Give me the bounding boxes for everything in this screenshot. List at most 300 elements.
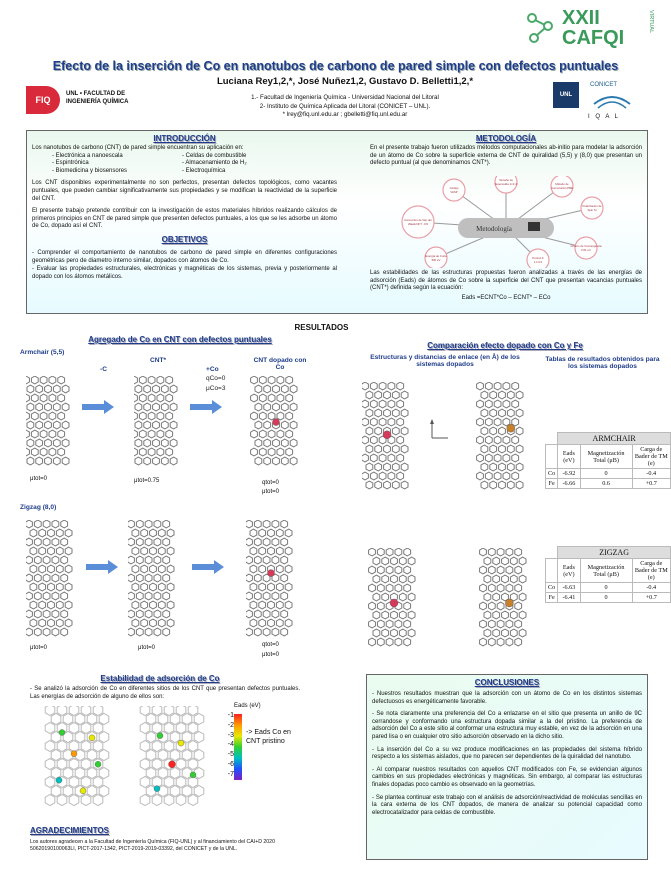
carbon-ring: [384, 481, 391, 489]
carbon-ring: [136, 574, 143, 582]
carbon-ring: [404, 638, 411, 646]
carbon-ring: [161, 421, 168, 429]
carbon-ring: [69, 741, 79, 752]
carbon-ring: [285, 583, 292, 591]
carbon-ring: [488, 638, 495, 646]
intro-section: [32, 134, 337, 282]
carbon-ring: [161, 439, 168, 447]
carbon-ring: [134, 394, 137, 402]
zigzag-mu-pristine: μtot=0: [30, 645, 47, 651]
carbon-ring: [384, 463, 391, 471]
carbon-ring: [484, 575, 491, 583]
zigzag-co-structure: [366, 548, 422, 648]
column-header: Magnetización Total (μB): [580, 445, 632, 469]
carbon-ring: [281, 628, 288, 636]
carbon-ring: [251, 394, 258, 402]
application-item: - Espintrónica: [52, 160, 89, 167]
carbon-ring: [488, 602, 495, 610]
carbon-ring: [150, 601, 157, 609]
carbon-ring: [161, 403, 168, 411]
carbon-ring: [188, 795, 198, 806]
carbon-ring: [512, 400, 519, 408]
carbon-ring: [488, 620, 495, 628]
carbon-ring: [250, 529, 257, 537]
carbon-ring: [48, 583, 55, 591]
carbon-ring: [30, 529, 37, 537]
carbon-ring: [515, 566, 522, 574]
carbon-ring: [49, 412, 56, 420]
carbon-ring: [276, 529, 283, 537]
axis-icon: [428, 418, 452, 440]
methods-section: [370, 134, 642, 168]
carbon-ring: [272, 556, 279, 564]
carbon-ring: [48, 601, 55, 609]
diagram-node-label: Supercelda 1×1×3: [494, 182, 518, 186]
carbon-ring: [158, 619, 165, 627]
armchair-pristine-tube: [26, 376, 70, 472]
carbon-ring: [499, 481, 506, 489]
carbon-ring: [163, 592, 170, 600]
carbon-ring: [31, 430, 38, 438]
carbon-ring: [132, 601, 139, 609]
carbon-ring: [395, 638, 402, 646]
carbon-ring: [128, 574, 134, 582]
armchair-fe-structure: [470, 382, 534, 492]
carbon-ring: [370, 418, 377, 426]
carbon-ring: [63, 714, 73, 725]
results-title: RESULTADOS: [294, 323, 349, 332]
methods-paragraph-1: En el presente trabajo fueron utilizados métodos computacionales ab-initio para modelar la adsorción de un átomo de Co sobre la superficie externa de CNT de quiralidad (5,5) y (8,0) que presentan un defecto puntual (al que denominamos CNT*).: [370, 145, 642, 167]
conicet-logo: CONICET: [590, 82, 617, 88]
carbon-ring: [499, 463, 506, 471]
carbon-ring: [259, 376, 266, 384]
carbon-ring: [26, 592, 32, 600]
carbon-ring: [53, 457, 60, 465]
carbon-ring: [516, 463, 523, 471]
carbon-ring: [382, 593, 389, 601]
carbon-ring: [145, 592, 152, 600]
carbon-ring: [140, 759, 150, 770]
atom: [59, 730, 65, 736]
carbon-ring: [139, 430, 146, 438]
diagram-node-label: Waals DFT - D3: [408, 222, 428, 226]
iqal-logo: I Q A L: [588, 114, 621, 120]
carbon-ring: [276, 565, 283, 573]
carbon-ring: [399, 629, 406, 637]
carbon-ring: [167, 601, 174, 609]
carbon-ring: [99, 732, 109, 743]
carbon-ring: [377, 602, 384, 610]
carbon-ring: [408, 557, 415, 565]
table-row: [546, 593, 671, 603]
carbon-ring: [188, 723, 198, 734]
carbon-ring: [251, 412, 258, 420]
carbon-ring: [48, 565, 55, 573]
objectives-title: OBJETIVOS: [161, 234, 208, 244]
carbon-ring: [167, 583, 174, 591]
carbon-ring: [490, 463, 497, 471]
carbon-ring: [369, 548, 376, 556]
carbon-ring: [516, 409, 523, 417]
carbon-ring: [158, 750, 168, 761]
carbon-ring: [366, 445, 373, 453]
cobalt-atom: [383, 431, 391, 439]
carbon-ring: [34, 520, 41, 528]
carbon-ring: [281, 403, 288, 411]
adsorption-text: - Se analizó la adsorción de Co en diferentes sitios de los CNT que presentan defectos puntuales. Las energías de adsorción de alguno de ellos son:: [30, 686, 300, 700]
carbon-ring: [494, 454, 501, 462]
carbon-ring: [362, 382, 368, 390]
carbon-ring: [146, 768, 156, 779]
armchair-mu-pristine: μtot=0: [30, 476, 47, 482]
carbon-ring: [148, 448, 155, 456]
table-name: ZIGZAG: [558, 547, 671, 559]
carbon-ring: [481, 445, 488, 453]
carbon-ring: [34, 610, 41, 618]
carbon-ring: [167, 619, 174, 627]
carbon-ring: [477, 418, 484, 426]
carbon-ring: [392, 409, 399, 417]
carbon-ring: [170, 786, 180, 797]
carbon-ring: [81, 759, 91, 770]
diagram-node-label: Código: [449, 186, 459, 190]
carbon-ring: [362, 454, 368, 462]
carbon-ring: [268, 583, 275, 591]
application-item: - Celdas de combustible: [182, 152, 247, 159]
carbon-ring: [399, 611, 406, 619]
carbon-ring: [382, 557, 389, 565]
carbon-ring: [401, 463, 408, 471]
armchair-mu-defect: μtot=0.75: [134, 478, 160, 484]
carbon-ring: [134, 430, 137, 438]
carbon-ring: [493, 593, 500, 601]
carbon-ring: [516, 445, 523, 453]
carbon-ring: [515, 548, 522, 556]
carbon-ring: [272, 610, 279, 618]
carbon-ring: [43, 538, 50, 546]
carbon-ring: [153, 403, 160, 411]
carbon-ring: [362, 436, 368, 444]
table-cell: Co: [546, 469, 558, 479]
carbon-ring: [515, 584, 522, 592]
carbon-ring: [58, 412, 65, 420]
cobalt-atom: [273, 419, 280, 426]
carbon-ring: [51, 750, 61, 761]
emails: * lrey@fiq.unl.edu.ar ; gbelletti@fiq.unl.edu.ar: [282, 111, 408, 118]
carbon-ring: [57, 759, 67, 770]
carbon-ring: [56, 583, 63, 591]
table-cell: +0.7: [632, 479, 670, 489]
tables-subtitle: Tablas de resultados obtenidos para los sistemas dopados: [545, 356, 660, 370]
carbon-ring: [397, 436, 404, 444]
carbon-ring: [281, 538, 288, 546]
carbon-ring: [480, 566, 487, 574]
atom: [71, 751, 77, 757]
carbon-ring: [132, 619, 139, 627]
carbon-ring: [93, 741, 103, 752]
carbon-ring: [31, 412, 38, 420]
carbon-ring: [399, 593, 406, 601]
carbon-ring: [30, 601, 37, 609]
carbon-ring: [268, 529, 275, 537]
carbon-ring: [27, 385, 34, 393]
carbon-ring: [488, 566, 495, 574]
carbon-ring: [34, 556, 41, 564]
carbon-ring: [45, 723, 55, 734]
carbon-ring: [281, 520, 288, 528]
carbon-ring: [286, 376, 293, 384]
carbon-ring: [499, 427, 506, 435]
carbon-ring: [499, 445, 506, 453]
carbon-ring: [263, 556, 270, 564]
carbon-ring: [30, 583, 37, 591]
carbon-ring: [401, 409, 408, 417]
objectives-list: [32, 250, 337, 281]
carbon-ring: [132, 529, 139, 537]
carbon-ring: [43, 628, 50, 636]
carbon-ring: [290, 457, 297, 465]
carbon-ring: [408, 629, 415, 637]
carbon-ring: [188, 777, 198, 788]
carbon-ring: [128, 610, 134, 618]
carbon-ring: [128, 556, 134, 564]
carbon-ring: [51, 714, 61, 725]
carbon-ring: [150, 547, 157, 555]
carbon-ring: [497, 620, 504, 628]
carbon-ring: [273, 439, 280, 447]
congress-sub: VIRTUAL: [648, 10, 654, 34]
carbon-ring: [39, 547, 46, 555]
carbon-ring: [259, 565, 266, 573]
carbon-ring: [264, 403, 271, 411]
carbon-ring: [53, 403, 60, 411]
carbon-ring: [49, 394, 56, 402]
carbon-ring: [255, 421, 262, 429]
carbon-ring: [263, 538, 270, 546]
carbon-ring: [480, 602, 487, 610]
carbon-ring: [40, 376, 47, 384]
carbon-ring: [485, 400, 492, 408]
carbon-ring: [370, 382, 377, 390]
carbon-ring: [388, 382, 395, 390]
carbon-ring: [144, 403, 151, 411]
carbon-ring: [285, 601, 292, 609]
table-header-row: [546, 559, 671, 583]
carbon-ring: [480, 548, 487, 556]
carbon-ring: [370, 472, 377, 480]
scale-tick: -3: [227, 731, 234, 739]
carbon-ring: [395, 548, 402, 556]
carbon-ring: [281, 610, 288, 618]
carbon-ring: [392, 463, 399, 471]
carbon-ring: [490, 427, 497, 435]
carbon-ring: [58, 394, 65, 402]
carbon-ring: [188, 706, 198, 716]
carbon-ring: [45, 385, 52, 393]
carbon-ring: [515, 620, 522, 628]
carbon-ring: [136, 520, 143, 528]
carbon-ring: [154, 574, 161, 582]
carbon-ring: [490, 391, 497, 399]
carbon-ring: [397, 382, 404, 390]
carbon-ring: [488, 584, 495, 592]
carbon-ring: [128, 592, 134, 600]
carbon-ring: [515, 602, 522, 610]
carbon-ring: [45, 741, 55, 752]
carbon-ring: [145, 574, 152, 582]
atom: [178, 740, 184, 746]
carbon-ring: [263, 628, 270, 636]
carbon-ring: [57, 706, 67, 716]
armchair-q-co: qCo=0: [206, 375, 226, 382]
carbon-ring: [141, 565, 148, 573]
carbon-ring: [158, 714, 168, 725]
carbon-ring: [58, 376, 65, 384]
zigzag-label: Zigzag (8,0): [20, 504, 57, 511]
unl-logo: UNL: [553, 82, 579, 108]
carbon-ring: [170, 403, 177, 411]
carbon-ring: [61, 538, 68, 546]
carbon-ring: [373, 611, 380, 619]
carbon-ring: [285, 619, 292, 627]
carbon-ring: [140, 723, 150, 734]
carbon-ring: [99, 714, 109, 725]
carbon-ring: [128, 628, 134, 636]
carbon-ring: [391, 629, 398, 637]
carbon-ring: [51, 768, 61, 779]
conclusions-title: CONCLUSIONES: [474, 678, 540, 687]
carbon-ring: [36, 457, 43, 465]
carbon-ring: [136, 610, 143, 618]
application-item: - Biomedicina y biosensores: [52, 167, 128, 174]
carbon-ring: [507, 445, 514, 453]
conclusion-item: - La inserción del Co a su vez produce modificaciones en las propiedades del sistema híbrido respecto a los sistemas aislados, que no parecen ser dependientes de la quiralidad del nanotubo.: [372, 746, 642, 761]
intro-paragraph-1: Los CNT disponibles experimentalmente no son perfectos, presentan defectos topológicos, como vacantes puntuales, que pueden cambiar significativamente sus propiedades y se modifican la reactividad de la superficie del CNT.: [32, 180, 337, 202]
carbon-ring: [401, 391, 408, 399]
carbon-ring: [146, 732, 156, 743]
carbon-ring: [61, 520, 68, 528]
carbon-ring: [144, 385, 151, 393]
carbon-ring: [145, 538, 152, 546]
carbon-ring: [43, 556, 50, 564]
carbon-ring: [148, 430, 155, 438]
carbon-ring: [31, 394, 38, 402]
carbon-ring: [166, 394, 173, 402]
carbon-ring: [268, 547, 275, 555]
carbon-ring: [276, 601, 283, 609]
carbon-ring: [43, 520, 50, 528]
carbon-ring: [61, 628, 68, 636]
carbon-ring: [136, 556, 143, 564]
carbon-ring: [397, 472, 404, 480]
carbon-ring: [39, 565, 46, 573]
carbon-ring: [45, 457, 52, 465]
carbon-ring: [56, 547, 63, 555]
carbon-ring: [134, 448, 137, 456]
carbon-ring: [26, 610, 32, 618]
carbon-ring: [366, 481, 373, 489]
zigzag-results-table: [545, 546, 671, 603]
carbon-ring: [194, 750, 204, 761]
carbon-ring: [286, 394, 293, 402]
carbon-ring: [388, 454, 395, 462]
carbon-ring: [386, 620, 393, 628]
carbon-ring: [362, 418, 368, 426]
carbon-ring: [31, 376, 38, 384]
carbon-ring: [148, 412, 155, 420]
carbon-ring: [52, 592, 59, 600]
carbon-ring: [188, 759, 198, 770]
carbon-ring: [45, 777, 55, 788]
carbon-ring: [81, 706, 91, 716]
carbon-ring: [182, 732, 192, 743]
carbon-ring: [26, 628, 32, 636]
carbon-ring: [57, 741, 67, 752]
carbon-ring: [512, 472, 519, 480]
diagram-node-label: Energía de Corte: [425, 254, 447, 258]
carbon-ring: [176, 723, 186, 734]
carbon-ring: [81, 777, 91, 788]
carbon-ring: [150, 619, 157, 627]
zigzag-defect-tube: [128, 520, 178, 638]
carbon-ring: [56, 619, 63, 627]
carbon-ring: [40, 412, 47, 420]
carbon-ring: [281, 439, 288, 447]
carbon-ring: [57, 795, 67, 806]
carbon-ring: [39, 619, 46, 627]
apps-right-list: [182, 153, 322, 176]
carbon-ring: [27, 457, 34, 465]
armchair-defect-tube: [134, 376, 178, 472]
diagram-node-label: Polarización de: [582, 204, 602, 208]
carbon-ring: [139, 394, 146, 402]
carbon-ring: [497, 566, 504, 574]
carbon-ring: [519, 593, 526, 601]
carbon-ring: [163, 628, 170, 636]
carbon-ring: [369, 620, 376, 628]
carbon-ring: [281, 385, 288, 393]
carbon-ring: [145, 610, 152, 618]
carbon-ring: [392, 391, 399, 399]
carbon-ring: [128, 520, 134, 528]
carbon-ring: [516, 427, 523, 435]
carbon-ring: [154, 556, 161, 564]
carbon-ring: [375, 427, 382, 435]
carbon-ring: [170, 714, 180, 725]
carbon-ring: [69, 777, 79, 788]
table-row: [546, 479, 671, 489]
carbon-ring: [182, 750, 192, 761]
carbon-ring: [144, 439, 151, 447]
carbon-ring: [75, 714, 85, 725]
carbon-ring: [144, 457, 151, 465]
iron-atom: [507, 424, 515, 432]
arrow-right-icon: [190, 400, 222, 414]
carbon-ring: [477, 400, 484, 408]
carbon-ring: [391, 557, 398, 565]
poster-title: Efecto de la inserción de Co en nanotubos de carbono de pared simple con defectos puntuales: [52, 59, 619, 73]
carbon-ring: [148, 394, 155, 402]
carbon-ring: [36, 403, 43, 411]
carbon-ring: [49, 430, 56, 438]
diagram-center-label: Metodología: [476, 225, 512, 233]
atom: [190, 772, 196, 778]
carbon-ring: [276, 619, 283, 627]
carbon-ring: [485, 454, 492, 462]
carbon-ring: [286, 448, 293, 456]
carbon-ring: [290, 421, 297, 429]
carbon-ring: [69, 795, 79, 806]
